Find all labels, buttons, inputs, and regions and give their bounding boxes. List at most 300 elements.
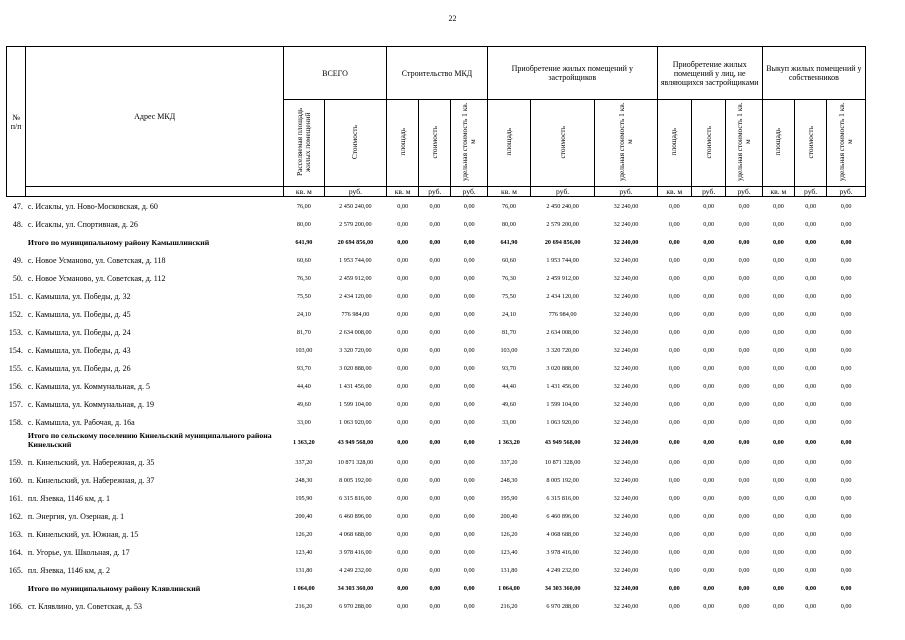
value-cell: 0,00 [738, 400, 750, 408]
row-number: 158. [8, 417, 23, 427]
row-number: 47. [12, 201, 23, 211]
value-cell: 0,00 [840, 256, 852, 264]
value-cell: 32 240,00 [613, 400, 639, 408]
table-row [7, 413, 866, 431]
value-cell: 80,00 [501, 220, 516, 228]
unit-label: руб. [530, 187, 594, 197]
value-cell: 0,00 [668, 220, 680, 228]
value-cell: 641,90 [295, 238, 313, 246]
address-cell: п. Кинельский, ул. Южная, д. 15 [27, 529, 139, 539]
value-cell: 0,00 [738, 584, 750, 592]
value-cell: 0,00 [397, 364, 409, 372]
value-cell: 34 303 360,00 [337, 584, 374, 592]
value-cell: 0,00 [397, 202, 409, 210]
row-number: 153. [8, 327, 23, 337]
value-cell: 6 970 288,00 [546, 602, 579, 610]
table-row [7, 197, 866, 216]
value-cell: 0,00 [397, 548, 409, 556]
value-cell: 0,00 [463, 418, 475, 426]
value-cell: 0,00 [840, 548, 852, 556]
value-cell: 0,00 [463, 602, 475, 610]
row-number: 164. [8, 547, 23, 557]
address-cell: с. Новое Усманово, ул. Советская, д. 112 [27, 273, 166, 283]
unit-label: руб. [419, 187, 451, 197]
value-cell: 0,00 [703, 530, 715, 538]
value-cell: 200,40 [295, 512, 313, 520]
address-cell: пл. Язевка, 1146 км, д. 1 [27, 493, 110, 503]
units-blank [26, 187, 284, 197]
value-cell: 0,00 [397, 438, 409, 446]
value-cell: 0,00 [397, 328, 409, 336]
value-cell: 0,00 [805, 238, 817, 246]
value-cell: 3 020 888,00 [339, 364, 372, 372]
value-cell: 10 871 328,00 [544, 458, 581, 466]
value-cell: 0,00 [840, 202, 852, 210]
value-cell: 43 949 568,00 [544, 438, 581, 446]
row-number: 155. [8, 363, 23, 373]
value-cell: 0,00 [703, 566, 715, 574]
value-cell: 0,00 [463, 530, 475, 538]
value-cell: 0,00 [397, 494, 409, 502]
value-cell: 0,00 [463, 292, 475, 300]
subheader-construction-area: площадь [387, 100, 419, 187]
subheader-other-area: площадь [657, 100, 691, 187]
address-cell: ст. Клявлино, ул. Советская, д. 53 [27, 601, 142, 611]
row-number: 50. [12, 273, 23, 283]
value-cell: 0,00 [703, 274, 715, 282]
value-cell: 76,00 [501, 202, 516, 210]
table-row [7, 489, 866, 507]
value-cell: 3 020 888,00 [546, 364, 579, 372]
row-number: 151. [8, 291, 23, 301]
value-cell: 76,30 [296, 274, 311, 282]
unit-label: кв. м [387, 187, 419, 197]
unit-label: кв. м [762, 187, 794, 197]
value-cell: 24,10 [296, 310, 311, 318]
value-cell: 0,00 [463, 382, 475, 390]
value-cell: 33,00 [501, 418, 516, 426]
value-cell: 32 240,00 [613, 274, 639, 282]
value-cell: 0,00 [463, 400, 475, 408]
value-cell: 33,00 [296, 418, 311, 426]
table-row [7, 251, 866, 269]
unit-label: руб. [726, 187, 763, 197]
row-number: 49. [12, 255, 23, 265]
table-row [7, 323, 866, 341]
value-cell: 0,00 [773, 494, 784, 502]
value-cell: 2 450 240,00 [339, 202, 372, 210]
value-cell: 0,00 [703, 438, 715, 446]
value-cell: 0,00 [773, 238, 784, 246]
table-row [7, 453, 866, 471]
value-cell: 0,00 [738, 256, 750, 264]
table-row [7, 215, 866, 233]
value-cell: 0,00 [397, 274, 409, 282]
table-row [7, 341, 866, 359]
value-cell: 6 460 896,00 [339, 512, 372, 520]
value-cell: 44,40 [296, 382, 311, 390]
value-cell: 0,00 [463, 458, 475, 466]
value-cell: 0,00 [668, 238, 680, 246]
value-cell: 32 240,00 [613, 346, 639, 354]
subheader-construction-cost: стоимость [419, 100, 451, 187]
value-cell: 0,00 [429, 310, 441, 318]
page-number: 22 [448, 14, 457, 23]
unit-label: руб. [827, 187, 866, 197]
value-cell: 1 063 920,00 [339, 418, 372, 426]
value-cell: 32 240,00 [613, 584, 639, 592]
value-cell: 0,00 [429, 458, 441, 466]
value-cell: 0,00 [773, 202, 784, 210]
value-cell: 0,00 [429, 418, 441, 426]
value-cell: 126,20 [500, 530, 518, 538]
value-cell: 0,00 [463, 494, 475, 502]
value-cell: 0,00 [805, 202, 817, 210]
value-cell: 0,00 [429, 238, 441, 246]
value-cell: 0,00 [805, 438, 817, 446]
value-cell: 1 953 744,00 [546, 256, 579, 264]
value-cell: 0,00 [738, 220, 750, 228]
address-cell: с. Камышла, ул. Коммунальная, д. 19 [27, 399, 154, 409]
value-cell: 76,30 [501, 274, 516, 282]
value-cell: 0,00 [429, 584, 441, 592]
value-cell: 0,00 [738, 476, 750, 484]
value-cell: 0,00 [805, 418, 817, 426]
value-cell: 2 634 008,00 [546, 328, 579, 336]
value-cell: 6 970 288,00 [339, 602, 372, 610]
address-cell: с. Камышла, ул. Победы, д. 45 [27, 309, 131, 319]
value-cell: 0,00 [805, 274, 817, 282]
row-number: 162. [8, 511, 23, 521]
value-cell: 0,00 [805, 530, 817, 538]
value-cell: 6 315 816,00 [546, 494, 579, 502]
value-cell: 0,00 [840, 310, 852, 318]
value-cell: 0,00 [738, 602, 750, 610]
value-cell: 0,00 [397, 458, 409, 466]
value-cell: 32 240,00 [613, 310, 639, 318]
row-number: 165. [8, 565, 23, 575]
value-cell: 76,00 [296, 202, 311, 210]
value-cell: 1 431 456,00 [546, 382, 579, 390]
value-cell: 2 459 912,00 [546, 274, 579, 282]
value-cell: 0,00 [397, 566, 409, 574]
value-cell: 0,00 [840, 602, 852, 610]
subtotal-label: Итого по муниципальному району Клявлинский [27, 583, 201, 593]
value-cell: 1 599 104,00 [546, 400, 579, 408]
row-number: 156. [8, 381, 23, 391]
value-cell: 0,00 [805, 494, 817, 502]
value-cell: 0,00 [703, 548, 715, 556]
value-cell: 0,00 [668, 382, 680, 390]
subtotal-row [7, 233, 866, 251]
value-cell: 0,00 [668, 584, 680, 592]
value-cell: 0,00 [668, 310, 680, 318]
value-cell: 0,00 [773, 364, 784, 372]
address-cell: с. Исаклы, ул. Ново-Московская, д. 60 [27, 201, 158, 211]
value-cell: 0,00 [463, 238, 475, 246]
value-cell: 0,00 [773, 256, 784, 264]
unit-label: кв. м [657, 187, 691, 197]
row-number [7, 233, 26, 251]
value-cell: 0,00 [805, 292, 817, 300]
value-cell: 32 240,00 [613, 438, 639, 446]
value-cell: 0,00 [668, 566, 680, 574]
value-cell: 0,00 [668, 274, 680, 282]
row-number: 157. [8, 399, 23, 409]
value-cell: 2 459 912,00 [339, 274, 372, 282]
value-cell: 0,00 [397, 256, 409, 264]
value-cell: 0,00 [773, 310, 784, 318]
value-cell: 0,00 [668, 476, 680, 484]
value-cell: 0,00 [738, 418, 750, 426]
value-cell: 0,00 [429, 202, 441, 210]
value-cell: 32 240,00 [613, 418, 639, 426]
table-row [7, 471, 866, 489]
value-cell: 0,00 [840, 476, 852, 484]
value-cell: 32 240,00 [613, 458, 639, 466]
value-cell: 0,00 [429, 274, 441, 282]
value-cell: 4 068 688,00 [546, 530, 579, 538]
value-cell: 0,00 [463, 220, 475, 228]
subtotal-label: Итого по муниципальному району Камышлинский [27, 237, 210, 247]
value-cell: 0,00 [773, 328, 784, 336]
value-cell: 0,00 [397, 584, 409, 592]
value-cell: 0,00 [738, 202, 750, 210]
value-cell: 0,00 [773, 458, 784, 466]
table-row [7, 359, 866, 377]
value-cell: 0,00 [773, 584, 784, 592]
value-cell: 1 599 104,00 [339, 400, 372, 408]
table-row [7, 377, 866, 395]
value-cell: 0,00 [397, 400, 409, 408]
value-cell: 6 460 896,00 [546, 512, 579, 520]
value-cell: 195,90 [500, 494, 518, 502]
value-cell: 0,00 [463, 512, 475, 520]
value-cell: 0,00 [738, 346, 750, 354]
value-cell: 0,00 [703, 476, 715, 484]
unit-label: руб. [795, 187, 827, 197]
value-cell: 0,00 [429, 400, 441, 408]
value-cell: 32 240,00 [613, 292, 639, 300]
table-row [7, 507, 866, 525]
value-cell: 0,00 [668, 364, 680, 372]
value-cell: 0,00 [703, 220, 715, 228]
table-row [7, 305, 866, 323]
value-cell: 32 240,00 [613, 512, 639, 520]
subheader-buyout-cost: стоимость [795, 100, 827, 187]
value-cell: 0,00 [429, 512, 441, 520]
value-cell: 0,00 [397, 292, 409, 300]
value-cell: 49,60 [296, 400, 311, 408]
unit-label: руб. [691, 187, 725, 197]
value-cell: 0,00 [463, 566, 475, 574]
value-cell: 0,00 [668, 530, 680, 538]
value-cell: 0,00 [703, 328, 715, 336]
value-cell: 0,00 [703, 238, 715, 246]
value-cell: 0,00 [668, 418, 680, 426]
value-cell: 3 978 416,00 [339, 548, 372, 556]
address-header: Адрес МКД [26, 47, 284, 187]
table-body [7, 197, 866, 616]
value-cell: 0,00 [805, 602, 817, 610]
subtotal-row [7, 579, 866, 597]
value-cell: 0,00 [397, 238, 409, 246]
value-cell: 0,00 [397, 476, 409, 484]
value-cell: 103,00 [295, 346, 313, 354]
value-cell: 81,70 [501, 328, 516, 336]
value-cell: 0,00 [738, 494, 750, 502]
value-cell: 4 068 688,00 [339, 530, 372, 538]
value-cell: 0,00 [840, 400, 852, 408]
value-cell: 0,00 [463, 256, 475, 264]
value-cell: 0,00 [703, 256, 715, 264]
group-header-total: ВСЕГО [283, 47, 386, 100]
value-cell: 1 064,00 [498, 584, 520, 592]
value-cell: 1 363,20 [498, 438, 520, 446]
value-cell: 0,00 [397, 602, 409, 610]
housing-resettlement-table [6, 46, 866, 615]
subheader-total-area: Расселяемая площадь жилых помещений [283, 100, 324, 187]
value-cell: 0,00 [668, 346, 680, 354]
value-cell: 0,00 [397, 512, 409, 520]
row-number: 160. [8, 475, 23, 485]
table-row [7, 543, 866, 561]
value-cell: 0,00 [463, 548, 475, 556]
table-row [7, 395, 866, 413]
value-cell: 0,00 [840, 238, 852, 246]
value-cell: 93,70 [296, 364, 311, 372]
value-cell: 0,00 [738, 512, 750, 520]
value-cell: 0,00 [773, 274, 784, 282]
unit-label: руб. [595, 187, 657, 197]
value-cell: 2 434 120,00 [546, 292, 579, 300]
value-cell: 0,00 [429, 364, 441, 372]
table-row [7, 269, 866, 287]
value-cell: 0,00 [429, 566, 441, 574]
value-cell: 0,00 [429, 602, 441, 610]
value-cell: 0,00 [703, 382, 715, 390]
value-cell: 0,00 [429, 494, 441, 502]
value-cell: 2 434 120,00 [339, 292, 372, 300]
row-number [7, 431, 26, 453]
subheader-other-unit-cost: удельная стоимость 1 кв. м [726, 100, 763, 187]
address-cell: с. Исаклы, ул. Спортивная, д. 26 [27, 219, 138, 229]
value-cell: 0,00 [805, 328, 817, 336]
value-cell: 0,00 [738, 382, 750, 390]
value-cell: 0,00 [463, 274, 475, 282]
value-cell: 123,40 [295, 548, 313, 556]
value-cell: 75,50 [296, 292, 311, 300]
value-cell: 20 694 856,00 [337, 238, 374, 246]
value-cell: 0,00 [840, 328, 852, 336]
group-header-construction: Строительство МКД [387, 47, 488, 100]
value-cell: 0,00 [840, 418, 852, 426]
value-cell: 131,80 [500, 566, 518, 574]
value-cell: 1 363,20 [293, 438, 315, 446]
value-cell: 0,00 [738, 310, 750, 318]
value-cell: 200,40 [500, 512, 518, 520]
value-cell: 0,00 [805, 310, 817, 318]
value-cell: 0,00 [840, 512, 852, 520]
value-cell: 0,00 [397, 418, 409, 426]
value-cell: 0,00 [773, 220, 784, 228]
value-cell: 60,60 [501, 256, 516, 264]
value-cell: 2 634 008,00 [339, 328, 372, 336]
value-cell: 216,20 [500, 602, 518, 610]
value-cell: 0,00 [738, 530, 750, 538]
value-cell: 32 240,00 [613, 548, 639, 556]
group-header-buyout: Выкуп жилых помещений у собственников [762, 47, 865, 100]
table-row [7, 287, 866, 305]
value-cell: 0,00 [703, 418, 715, 426]
address-cell: с. Камышла, ул. Рабочая, д. 16а [27, 417, 135, 427]
address-cell: п. Кинельский, ул. Набережная, д. 37 [27, 475, 155, 485]
value-cell: 80,00 [296, 220, 311, 228]
value-cell: 0,00 [463, 202, 475, 210]
value-cell: 0,00 [773, 438, 784, 446]
value-cell: 44,40 [501, 382, 516, 390]
value-cell: 0,00 [773, 566, 784, 574]
value-cell: 24,10 [501, 310, 516, 318]
value-cell: 60,60 [296, 256, 311, 264]
value-cell: 43 949 568,00 [337, 438, 374, 446]
value-cell: 0,00 [668, 202, 680, 210]
address-cell: с. Новое Усманово, ул. Советская, д. 118 [27, 255, 166, 265]
value-cell: 34 303 360,00 [544, 584, 581, 592]
value-cell: 0,00 [840, 220, 852, 228]
value-cell: 0,00 [805, 566, 817, 574]
address-cell: пл. Язевка, 1146 км, д. 2 [27, 565, 110, 575]
value-cell: 0,00 [668, 292, 680, 300]
value-cell: 0,00 [738, 438, 750, 446]
unit-label: кв. м [283, 187, 324, 197]
value-cell: 0,00 [805, 584, 817, 592]
value-cell: 103,00 [500, 346, 518, 354]
value-cell: 1 953 744,00 [339, 256, 372, 264]
table-row [7, 561, 866, 579]
value-cell: 0,00 [668, 256, 680, 264]
value-cell: 0,00 [397, 310, 409, 318]
value-cell: 0,00 [738, 238, 750, 246]
value-cell: 0,00 [840, 364, 852, 372]
value-cell: 4 249 232,00 [546, 566, 579, 574]
value-cell: 0,00 [738, 458, 750, 466]
value-cell: 2 579 200,00 [339, 220, 372, 228]
subheader-other-cost: стоимость [691, 100, 725, 187]
value-cell: 20 694 856,00 [544, 238, 581, 246]
subheader-dev-unit-cost: удельная стоимость 1 кв. м [595, 100, 657, 187]
value-cell: 8 005 192,00 [339, 476, 372, 484]
value-cell: 0,00 [668, 548, 680, 556]
value-cell: 32 240,00 [613, 328, 639, 336]
value-cell: 0,00 [773, 400, 784, 408]
subheader-construction-unit-cost: удельная стоимость 1 кв. м [451, 100, 488, 187]
value-cell: 216,20 [295, 602, 313, 610]
value-cell: 0,00 [840, 274, 852, 282]
value-cell: 3 320 720,00 [546, 346, 579, 354]
value-cell: 0,00 [703, 512, 715, 520]
value-cell: 32 240,00 [613, 566, 639, 574]
value-cell: 0,00 [463, 346, 475, 354]
subheader-buyout-area: площадь [762, 100, 794, 187]
value-cell: 337,20 [295, 458, 313, 466]
value-cell: 0,00 [738, 328, 750, 336]
value-cell: 0,00 [429, 476, 441, 484]
value-cell: 776 984,00 [548, 310, 577, 318]
value-cell: 0,00 [703, 400, 715, 408]
value-cell: 1 064,00 [293, 584, 315, 592]
value-cell: 32 240,00 [613, 530, 639, 538]
